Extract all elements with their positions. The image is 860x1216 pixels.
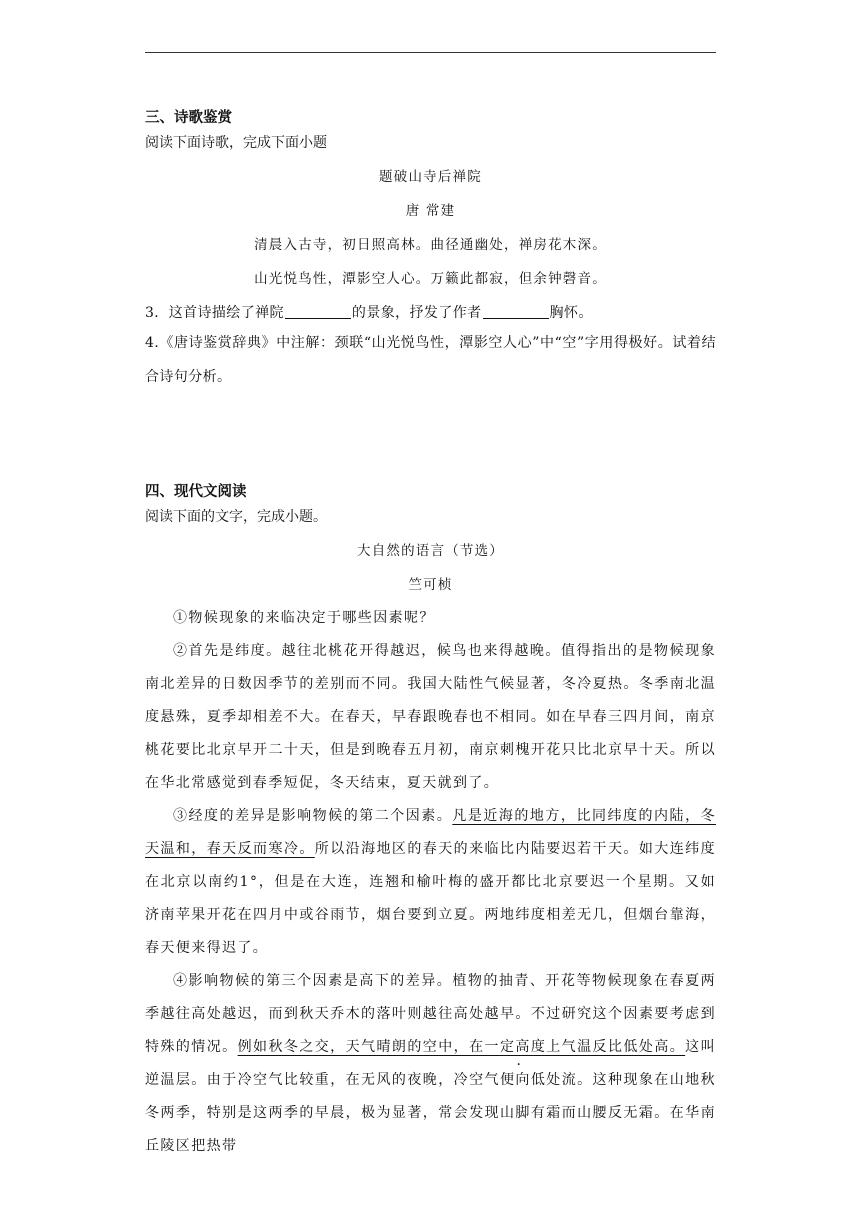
paragraph-3 bbox=[145, 800, 716, 965]
paragraph-1: ①物候现象的来临决定于哪些因素呢？ bbox=[173, 610, 435, 626]
answer-blank[interactable] bbox=[483, 303, 549, 319]
section-heading: 四、现代文阅读 bbox=[145, 484, 247, 500]
paragraph-text: 这叫逆温层。由于冷空气比较重，在无风的夜晚，冷空气便向低处流。这种现象在山地秋冬两季，特别是这两季的早晨，极为显著，常会发现山脚有霜而山腰反无霜。在华南丘陵区把热带 bbox=[145, 1039, 716, 1154]
paragraph-text: 所以沿海地区的春天的来临比内陆要迟若干天。如大连纬度在北京以南约1°，但是在大连，连翘和榆叶梅的盛开都比北京要迟一个星期。又如济南苹果开花在四月中或谷雨节，烟台要到立夏。两地纬度相差无几，但烟台靠海，春天便来得迟了。 bbox=[145, 841, 716, 956]
article-title: 大自然的语言（节选） bbox=[357, 543, 504, 559]
paragraph-text: ③经度的差异是影响物候的第二个因素。 bbox=[173, 808, 453, 824]
answer-blank[interactable] bbox=[285, 303, 351, 319]
question-4: 4.《唐诗鉴赏辞典》中注解：颈联“山光悦鸟性，潭影空人心”中“空”字用得极好。试着结合诗句分析。 bbox=[145, 335, 716, 385]
poem-line: 山光悦鸟性，潭影空人心。万籁此都寂，但余钟磬音。 bbox=[254, 271, 607, 287]
question-text: 的景象，抒发了作者 bbox=[351, 305, 482, 321]
poem-title: 题破山寺后禅院 bbox=[379, 169, 482, 185]
paragraph-4 bbox=[145, 965, 716, 1163]
section-heading: 三、诗歌鉴赏 bbox=[145, 110, 232, 126]
header-rule bbox=[145, 52, 716, 53]
document-body bbox=[145, 108, 716, 1163]
article-author: 竺可桢 bbox=[408, 577, 453, 593]
emphasis-dot-char: 一 · bbox=[485, 1039, 500, 1055]
underlined-sentence: 凡是近海的地方，比同纬度的内陆，冬天温和，春天反而寒冷。 bbox=[145, 808, 716, 857]
poem-line: 清晨入古寺，初日照高林。曲径通幽处，禅房花木深。 bbox=[254, 237, 607, 253]
section-instruction: 阅读下面诗歌，完成下面小题 bbox=[145, 135, 327, 151]
question-text: 3．这首诗描绘了禅院 bbox=[145, 305, 284, 321]
paragraph-2: ②首先是纬度。越往北桃花开得越迟，候鸟也来得越晚。值得指出的是物候现象南北差异的日数因季节的差别而不同。我国大陆性气候显著，冬冷夏热。冬季南北温度悬殊，夏季却相差不大。在春天，早春跟晚春也不相同。如在早春三四月间，南京桃花要比北京早开二十天，但是到晚春五月初，南京刺槐开花只比北京早十天。所以在华北常感觉到春季短促，冬天结束，夏天就到了。 bbox=[145, 643, 716, 791]
underlined-sentence: 例如秋冬之交，天气晴朗的空中，在一 ·定高度上气温反比低处高。 bbox=[238, 1039, 686, 1055]
section-instruction: 阅读下面的文字，完成小题。 bbox=[145, 509, 327, 525]
question-3 bbox=[145, 302, 716, 324]
poem-author: 唐 常建 bbox=[405, 203, 456, 219]
question-text: 胸怀。 bbox=[549, 305, 593, 321]
paragraph-text: ④影响物候的第三个因素是高下的差异。植物的抽青、开花等物候现象在春夏两季越往高处越迟，而到秋天乔木的落叶则越往高处越早。不过研究这个因素要考虑到特殊的情况。 bbox=[145, 973, 716, 1055]
